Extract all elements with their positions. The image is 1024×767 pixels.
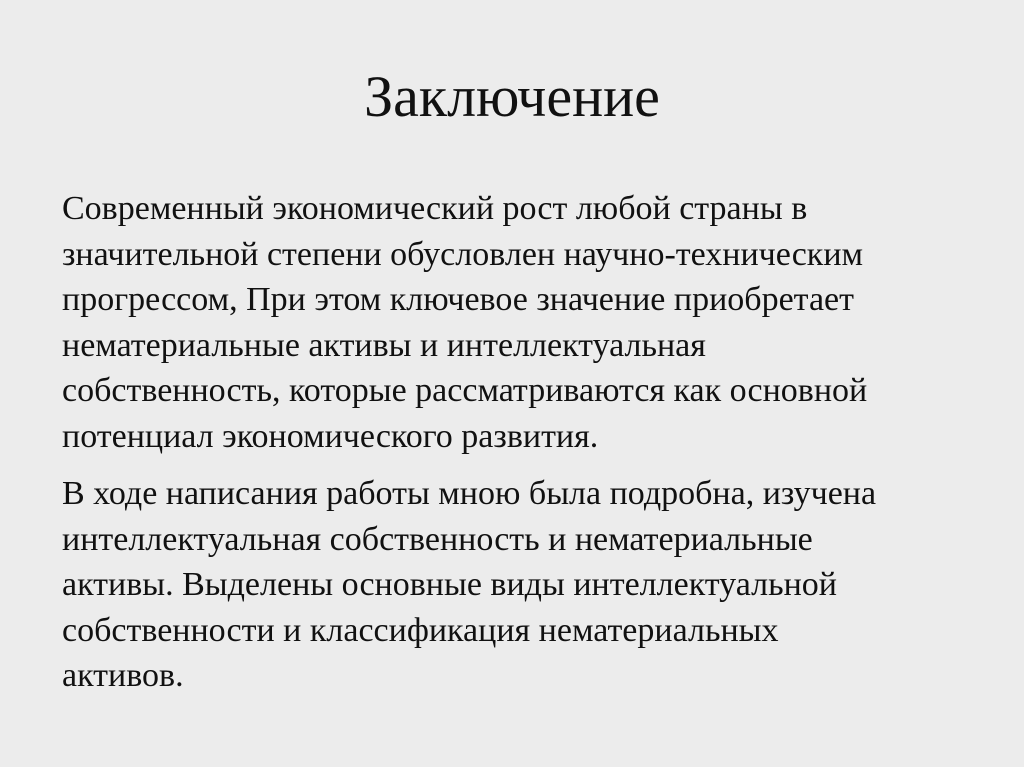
text-line: собственности и классификация нематериальных: [62, 611, 779, 649]
paragraph-work-summary: [62, 471, 962, 699]
text-line: нематериальные активы и интеллектуальная: [62, 326, 706, 364]
text-line: В ходе написания работы мною была подробна, изучена: [62, 475, 877, 512]
text-line: значительной степени обусловлен научно-техническим: [62, 235, 864, 273]
text-line: собственность, которые рассматриваются как основной: [62, 372, 868, 409]
text-line: Современный экономический рост любой страны в: [62, 190, 808, 227]
text-line: активы. Выделены основные виды интеллектуальной: [62, 566, 837, 603]
text-line: интеллектуальная собственность и нематериальные: [62, 520, 813, 558]
paragraph-economic-growth: [62, 186, 962, 459]
text-line: активов.: [62, 657, 184, 694]
text-line: потенциал экономического развития.: [62, 417, 599, 455]
slide-body: [62, 186, 962, 711]
text-line: прогрессом, При этом ключевое значение приобретает: [62, 281, 854, 318]
slide-title: Заключение: [364, 64, 660, 129]
